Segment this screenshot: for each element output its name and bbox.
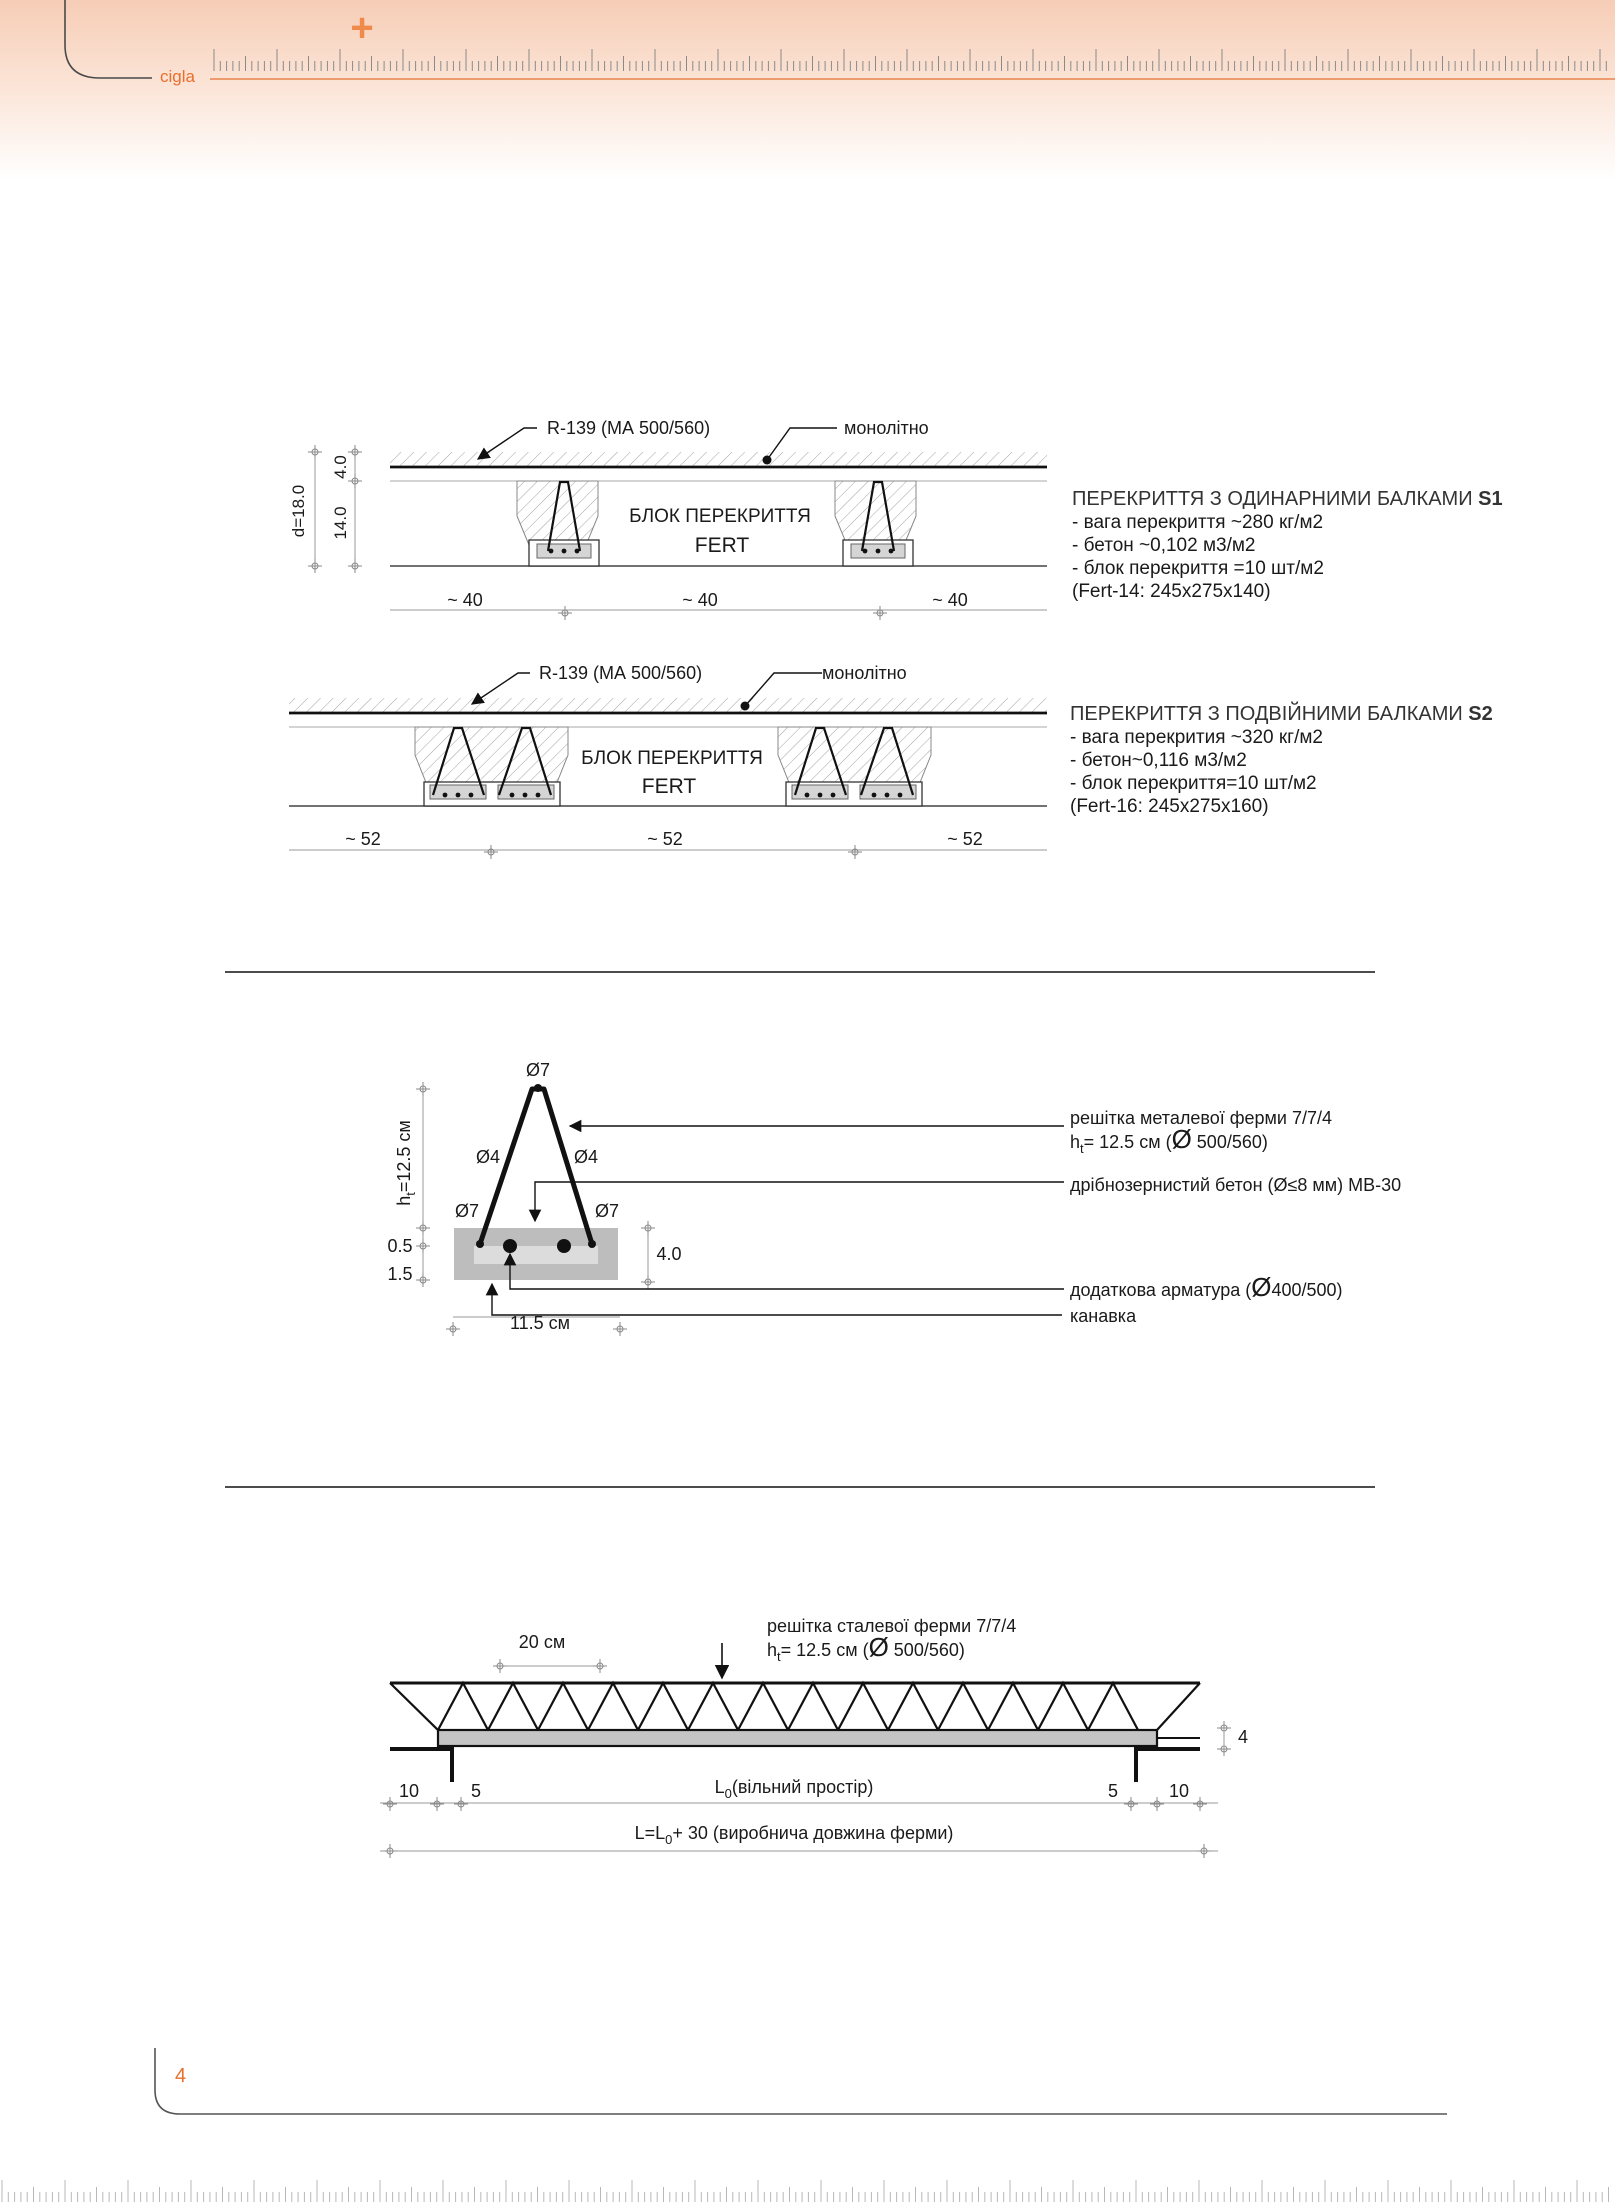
dim-1-5: 1.5 bbox=[387, 1264, 413, 1284]
s1-block-line1: БЛОК ПЕРЕКРИТТЯ bbox=[629, 506, 811, 527]
s2-span-1: ~ 52 bbox=[345, 829, 381, 849]
s2-info-item: - бетон~0,116 м3/м2 bbox=[1070, 750, 1247, 771]
s1-span-3: ~ 40 bbox=[932, 590, 968, 610]
l0-label: $L_0(вільний$ простір) bbox=[714, 1777, 874, 1801]
note-concrete: дрібнозернистий бетон (Ø≤8 мм) МВ-30 bbox=[1070, 1175, 1402, 1195]
note-grid-height: $h_t= 12.5$ см (Ø 500/560) bbox=[1070, 1124, 1268, 1156]
bottom-ruler bbox=[2, 2180, 1609, 2202]
note-groove: канавка bbox=[1070, 1306, 1137, 1326]
plus-icon: + bbox=[350, 6, 374, 50]
dim-0-5: 0.5 bbox=[387, 1236, 413, 1256]
header bbox=[65, 0, 1615, 86]
dim-width: 11.5 см bbox=[509, 1313, 571, 1333]
brand-name: cigla bbox=[160, 67, 195, 86]
elev-dim-10-left: 10 bbox=[398, 1781, 420, 1801]
elev-dim-4: 4 bbox=[1238, 1727, 1249, 1747]
diam-top: Ø7 bbox=[525, 1060, 551, 1080]
s2-mono-label: монолітно bbox=[822, 663, 907, 683]
diam-right-mid: Ø4 bbox=[573, 1147, 599, 1167]
diam-right-low: Ø7 bbox=[594, 1201, 620, 1221]
elev-dim-10-right: 10 bbox=[1168, 1781, 1190, 1801]
s1-info bbox=[1072, 488, 1503, 603]
s1-block-line2: FERT bbox=[694, 534, 750, 557]
truss-section-labels bbox=[387, 1060, 1401, 1333]
elev-dim-5-left: 5 bbox=[470, 1781, 482, 1801]
dim-4-0: 4.0 bbox=[656, 1244, 682, 1264]
step-label: 20 см bbox=[518, 1632, 566, 1652]
page-number: 4 bbox=[175, 2065, 187, 2087]
s1-info-item: (Fert-14: 245x275x140) bbox=[1072, 581, 1271, 602]
s1-dim-d: d=18.0 bbox=[289, 484, 308, 538]
s2-info-item: (Fert-16: 245x275x160) bbox=[1070, 796, 1269, 817]
elev-note-line2: $h_t= 12.5$ см (Ø 500/560) bbox=[767, 1632, 965, 1664]
s2-info-item: - вага перекрития ~320 кг/м2 bbox=[1070, 727, 1324, 748]
s2-block-line2: FERT bbox=[641, 775, 697, 798]
s1-dim-top: 4.0 bbox=[331, 455, 350, 479]
s2-info-item: - блок перекриття=10 шт/м2 bbox=[1070, 773, 1317, 794]
s1-span-2: ~ 40 bbox=[682, 590, 718, 610]
s1-mono-label: монолітно bbox=[844, 418, 929, 438]
elev-note-line1: решітка сталевої ферми 7/7/4 bbox=[767, 1616, 1017, 1636]
s1-info-item: - блок перекриття =10 шт/м2 bbox=[1072, 558, 1324, 579]
diam-left-low: Ø7 bbox=[454, 1201, 480, 1221]
elev-dim-5-right: 5 bbox=[1107, 1781, 1119, 1801]
note-rebar: додаткова арматура (Ø400/500) bbox=[1070, 1272, 1343, 1302]
s2-span-2: ~ 52 bbox=[647, 829, 683, 849]
s2-info-title: ПЕРЕКРИТТЯ З ПОДВІЙНИМИ БАЛКАМИ S2 bbox=[1070, 703, 1493, 725]
s2-block-line1: БЛОК ПЕРЕКРИТТЯ bbox=[581, 748, 763, 769]
height-label: $h_t=12.5$ см bbox=[394, 1120, 418, 1206]
s1-info-item: - бетон ~0,102 м3/м2 bbox=[1072, 535, 1256, 556]
footer bbox=[2, 2048, 1609, 2202]
diam-left-mid: Ø4 bbox=[475, 1147, 501, 1167]
top-ruler bbox=[214, 49, 1606, 71]
s1-info-title: ПЕРЕКРИТТЯ З ОДИНАРНИМИ БАЛКАМИ S1 bbox=[1072, 488, 1503, 510]
s1-dim-bottom: 14.0 bbox=[331, 506, 350, 540]
s2-mesh-label: R-139 (МА 500/560) bbox=[539, 663, 703, 683]
s2-info bbox=[1070, 703, 1493, 818]
s1-info-item: - вага перекриття ~280 кг/м2 bbox=[1072, 512, 1324, 533]
note-grid: решітка металевої ферми 7/7/4 bbox=[1070, 1108, 1333, 1128]
truss-section-drawing bbox=[416, 1082, 1064, 1336]
s2-span-3: ~ 52 bbox=[947, 829, 983, 849]
L-label: $L=L_0+ 30$ (виробнича довжина ферми) bbox=[634, 1823, 954, 1847]
s1-mesh-label: R-139 (МА 500/560) bbox=[547, 418, 711, 438]
s1-span-1: ~ 40 bbox=[447, 590, 483, 610]
